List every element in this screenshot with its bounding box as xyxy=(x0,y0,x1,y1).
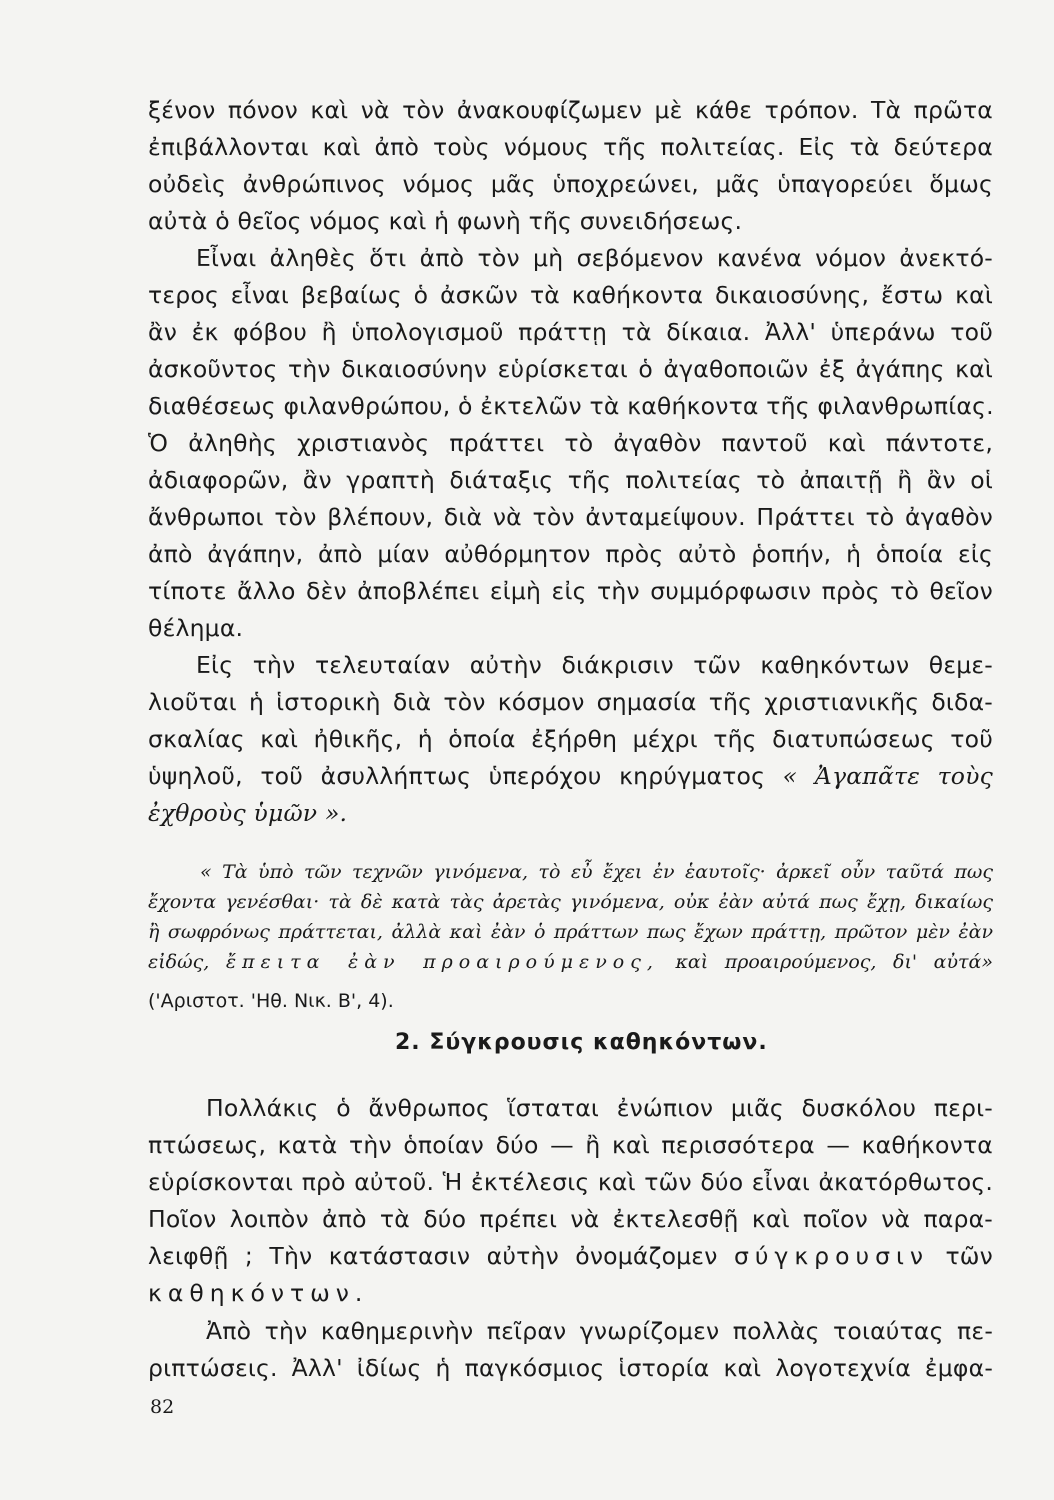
text-line: τερος εἶναι βεβαίως ὁ ἀσκῶν τὰ καθήκοντα δικαιοσύνης, ἔστω καὶ xyxy=(148,281,993,309)
spaced-term: σύγκρουσιν xyxy=(733,1242,930,1270)
text-line: Πολλάκις ὁ ἄνθρωπος ἵσταται ἐνώπιον μιᾶς δυσκόλου περι- xyxy=(206,1094,993,1122)
text-line: Ποῖον λοιπὸν ἀπὸ τὰ δύο πρέπει νὰ ἐκτελεσθῇ καὶ ποῖον νὰ παρα- xyxy=(148,1205,993,1233)
quote-segment: εἰδώς, xyxy=(148,951,210,973)
text-line xyxy=(148,795,993,832)
text-line: αὐτὰ ὁ θεῖος νόμος καὶ ἡ φωνὴ τῆς συνειδήσεως. xyxy=(148,207,743,235)
text-line: Εἰς τὴν τελευταίαν αὐτὴν διάκρισιν τῶν καθηκόντων θεμε- xyxy=(196,651,993,679)
paragraph-3 xyxy=(148,647,993,832)
text-line xyxy=(148,758,993,795)
text-line: ἄνθρωποι τὸν βλέπουν, διὰ νὰ τὸν ἀνταμείψουν. Πράττει τὸ ἀγαθὸν xyxy=(148,503,993,531)
block-quote xyxy=(148,857,993,977)
text-line: ἀδιαφορῶν, ἂν γραπτὴ διάταξις τῆς πολιτείας τὸ ἀπαιτῇ ἢ ἂν οἱ xyxy=(148,466,993,494)
text-line xyxy=(148,1238,993,1275)
page-number: 82 xyxy=(150,1396,175,1418)
text-line: εὑρίσκονται πρὸ αὐτοῦ. Ἡ ἐκτέλεσις καὶ τῶν δύο εἶναι ἀκατόρθωτος. xyxy=(148,1168,993,1196)
text-line: ξένον πόνον καὶ νὰ τὸν ἀνακουφίζωμεν μὲ κάθε τρόπον. Τὰ πρῶτα xyxy=(148,96,993,124)
text-line: ἀπὸ ἀγάπην, ἀπὸ μίαν αὐθόρμητον πρὸς αὐτὸ ῥοπήν, ἡ ὁποία εἰς xyxy=(148,540,993,568)
text-segment: τῶν xyxy=(945,1242,994,1270)
text-line: ἂν ἐκ φόβου ἢ ὑπολογισμοῦ πράττῃ τὰ δίκαια. Ἀλλ' ὑπεράνω τοῦ xyxy=(148,318,993,346)
text-segment: λειφθῇ ; Τὴν κατάστασιν αὐτὴν ὀνομάζομεν xyxy=(148,1242,718,1270)
paragraph-1 xyxy=(148,92,993,240)
text-line: ἀσκοῦντος τὴν δικαιοσύνην εὑρίσκεται ὁ ἀγαθοποιῶν ἐξ ἀγάπης καὶ xyxy=(148,355,993,383)
text-line: θέλημα. xyxy=(148,614,244,642)
quote-line: ἢ σωφρόνως πράττεται, ἀλλὰ καὶ ἐὰν ὁ πράττων πως ἔχων πράττῃ, πρῶτον μὲν ἐὰν xyxy=(148,921,993,943)
text-line: Ἀπὸ τὴν καθημερινὴν πεῖραν γνωρίζομεν πολλὰς τοιαύτας πε- xyxy=(206,1317,993,1345)
quote-line: ἔχοντα γενέσθαι· τὰ δὲ κατὰ τὰς ἀρετὰς γινόμενα, οὐκ ἐὰν αὐτά πως ἔχῃ, δικαίως xyxy=(148,891,993,913)
text-line: λιοῦται ἡ ἱστορικὴ διὰ τὸν κόσμον σημασία τῆς χριστιανικῆς διδα- xyxy=(148,688,993,716)
quote-line: « Τὰ ὑπὸ τῶν τεχνῶν γινόμενα, τὸ εὖ ἔχει ἐν ἑαυτοῖς· ἀρκεῖ οὖν ταῦτά πως xyxy=(200,861,993,883)
text-line: τίποτε ἄλλο δὲν ἀποβλέπει εἰμὴ εἰς τὴν συμμόρφωσιν πρὸς τὸ θεῖον xyxy=(148,577,993,605)
text-line: σκαλίας καὶ ἠθικῆς, ἡ ὁποία ἐξήρθη μέχρι τῆς διατυπώσεως τοῦ xyxy=(148,725,993,753)
scripture-quote: « Ἀγαπᾶτε τοὺς xyxy=(782,762,993,790)
quote-line xyxy=(148,947,993,977)
quote-spaced-segment: ἔπειτα ἐὰν προαιρούμενος, xyxy=(225,951,659,973)
quote-reference: ('Αριστοτ. 'Ηθ. Νικ. Β', 4). xyxy=(148,990,394,1012)
text-line: πτώσεως, κατὰ τὴν ὁποίαν δύο — ἢ καὶ περισσότερα — καθήκοντα xyxy=(148,1131,993,1159)
paragraph-5 xyxy=(148,1313,993,1387)
text-line: Ὁ ἀληθὴς χριστιανὸς πράττει τὸ ἀγαθὸν παντοῦ καὶ πάντοτε, xyxy=(148,429,993,457)
text-line: διαθέσεως φιλανθρώπου, ὁ ἐκτελῶν τὰ καθήκοντα τῆς φιλανθρωπίας. xyxy=(148,392,994,420)
quote-segment: καὶ προαιρούμενος, δι' αὐτά» xyxy=(675,951,993,973)
paragraph-4 xyxy=(148,1090,993,1312)
text-line xyxy=(148,1275,993,1312)
section-heading: 2. Σύγκρουσις καθηκόντων. xyxy=(395,1030,768,1055)
text-line: ἐπιβάλλονται καὶ ἀπὸ τοὺς νόμους τῆς πολιτείας. Εἰς τὰ δεύτερα xyxy=(148,133,993,161)
spaced-term: καθηκόντων. xyxy=(148,1279,369,1307)
text-segment: ὑψηλοῦ, τοῦ ἀσυλλήπτως ὑπερόχου κηρύγματος xyxy=(148,762,766,790)
text-line: Εἶναι ἀληθὲς ὅτι ἀπὸ τὸν μὴ σεβόμενον κανένα νόμον ἀνεκτό- xyxy=(196,244,993,272)
paragraph-2 xyxy=(148,240,993,647)
text-line: οὐδεὶς ἀνθρώπινος νόμος μᾶς ὑποχρεώνει, μᾶς ὑπαγορεύει ὅμως xyxy=(148,170,993,198)
text-line: ριπτώσεις. Ἀλλ' ἰδίως ἡ παγκόσμιος ἱστορία καὶ λογοτεχνία ἐμφα- xyxy=(148,1354,993,1382)
scripture-quote: ἐχθροὺς ὑμῶν ». xyxy=(148,799,348,827)
